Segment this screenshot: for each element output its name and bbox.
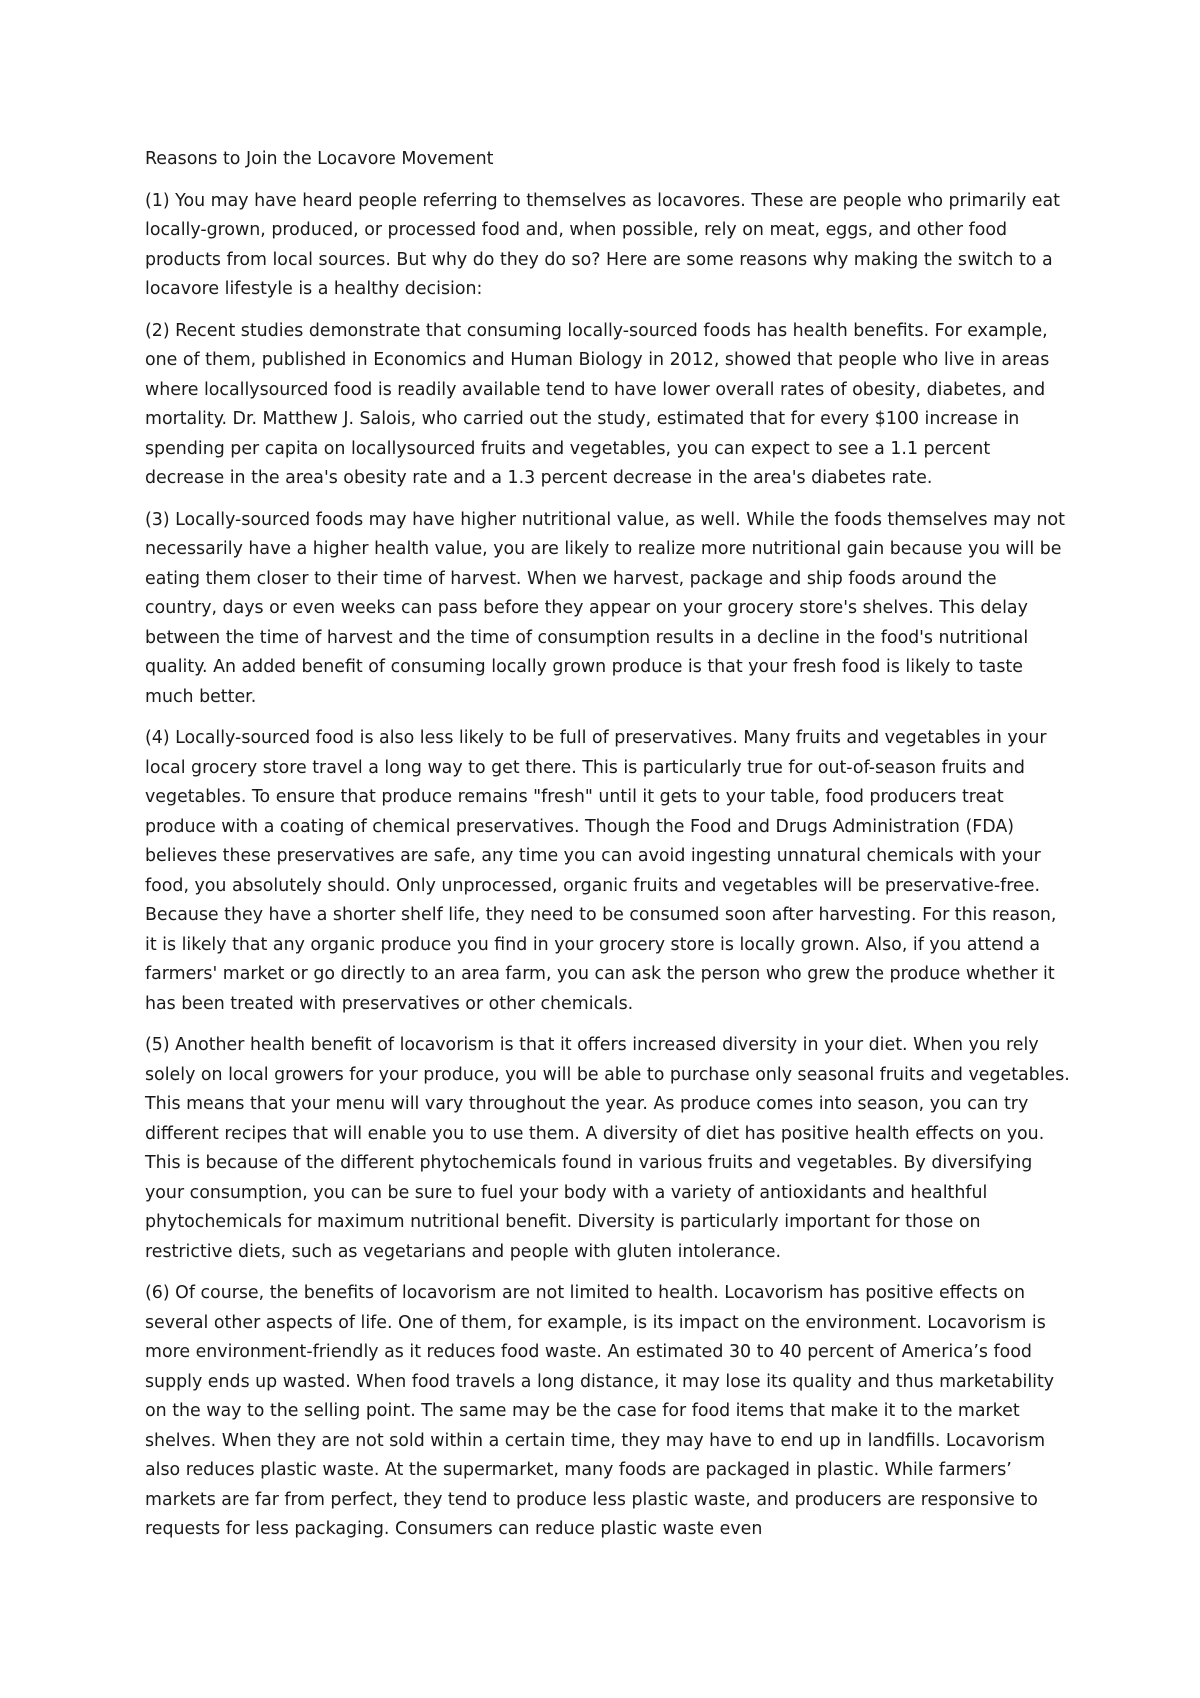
paragraph-2: (2) Recent studies demonstrate that consuming locally-sourced foods has health benefits. For example, one of them, published in Economics and Human Biology in 2012, showed that people who live in areas where locallysourced food is readily available tend to have lower overall rates of obesity, diabetes, and mortality. Dr. Matthew J. Salois, who carried out the study, estimated that for every $100 increase in spending per capita on locallysourced fruits and vegetables, you can expect to see a 1.1 percent decrease in the area's obesity rate and a 1.3 percent decrease in the area's diabetes rate. [145,320,1050,488]
document-body [145,145,1070,1557]
document-title: Reasons to Join the Locavore Movement [145,149,494,169]
paragraph-4: (4) Locally-sourced food is also less likely to be full of preservatives. Many fruits and vegetables in your local grocery store travel a long way to get there. This is particularly true for out-of-season fruits and vegetables. To ensure that produce remains "fresh" until it gets to your table, food producers treat produce with a coating of chemical preservatives. Though the Food and Drugs Administration (FDA) believes these preservatives are safe, any time you can avoid ingesting unnatural chemicals with your food, you absolutely should. Only unprocessed, organic fruits and vegetables will be preservative-free. Because they have a shorter shelf life, they need to be consumed soon after harvesting. For this reason, it is likely that any organic produce you find in your grocery store is locally grown. Also, if you attend a farmers' market or go directly to an area farm, you can ask the person who grew the produce whether it has been treated with preservatives or other chemicals. [145,728,1057,1014]
paragraph-5: (5) Another health benefit of locavorism is that it offers increased diversity in your diet. When you rely solely on local growers for your produce, you will be able to purchase only seasonal fruits and vegetables. This means that your menu will vary throughout the year. As produce comes into season, you can try different recipes that will enable you to use them. A diversity of diet has positive health effects on you. This is because of the different phytochemicals found in various fruits and vegetables. By diversifying your consumption, you can be sure to fuel your body with a variety of antioxidants and healthful phytochemicals for maximum nutritional benefit. Diversity is particularly important for those on restrictive diets, such as vegetarians and people with gluten intolerance. [145,1035,1070,1262]
paragraph-1: (1) You may have heard people referring to themselves as locavores. These are people who primarily eat locally-grown, produced, or processed food and, when possible, rely on meat, eggs, and other food products from local sources. But why do they do so? Here are some reasons why making the switch to a locavore lifestyle is a healthy decision: [145,190,1060,299]
paragraph-3: (3) Locally-sourced foods may have higher nutritional value, as well. While the foods themselves may not necessarily have a higher health value, you are likely to realize more nutritional gain because you will be eating them closer to their time of harvest. When we harvest, package and ship foods around the country, days or even weeks can pass before they appear on your grocery store's shelves. This delay between the time of harvest and the time of consumption results in a decline in the food's nutritional quality. An added benefit of consuming locally grown produce is that your fresh food is likely to taste much better. [145,509,1065,707]
paragraph-6: (6) Of course, the benefits of locavorism are not limited to health. Locavorism has positive effects on several other aspects of life. One of them, for example, is its impact on the environment. Locavorism is more environment-friendly as it reduces food waste. An estimated 30 to 40 percent of America’s food supply ends up wasted. When food travels a long distance, it may lose its quality and thus marketability on the way to the selling point. The same may be the case for food items that make it to the market shelves. When they are not sold within a certain time, they may have to end up in landfills. Locavorism also reduces plastic waste. At the supermarket, many foods are packaged in plastic. While farmers’ markets are far from perfect, they tend to produce less plastic waste, and producers are responsive to requests for less packaging. Consumers can reduce plastic waste even [145,1283,1055,1539]
